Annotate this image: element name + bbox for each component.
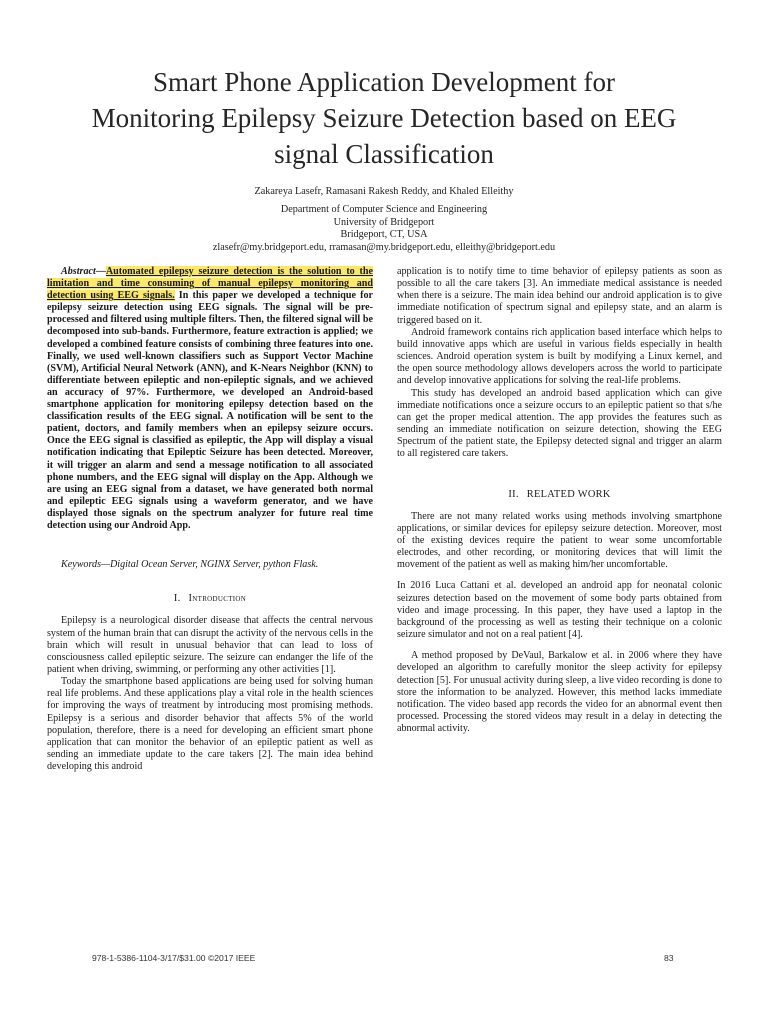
abstract-text: In this paper we developed a technique for epilepsy seizure detection using EEG signals. The signal will be pre-processed and filtered using multiple filters. Then, the filtered signal will be decomposed into sub-bands. Furthermore, feature extraction is applied; we developed a combined feature consists of combining three features into one. Finally, we used well-known classifiers such as Support Vector Machine (SVM), Artificial Neural Network (ANN), and K-Nears Neighbor (KNN) to differentiate between epileptic and non-epileptic signals, and we achieved an accuracy of 97%. Furthermore, we developed an Android-based smartphone application for monitoring epilepsy detection based on the classification results of the EEG signal. A notification will be sent to the patient, doctors, and family members when an epilepsy seizure occurs. Once the EEG signal is classified as epileptic, the App will display a visual notification indicating that Epileptic Seizure has been detected. Moreover, it will trigger an alarm and send a message notification to all associated phone numbers, and the EEG signal will display on the App. Although we are using an EEG signal from a dataset, we have generated both normal and epileptic EEG signals using a waveform generator, and we have displayed those signals on the spectrum analyzer for future real time detection using our Android App. bbox=[47, 290, 373, 531]
left-column bbox=[47, 266, 373, 773]
abstract-highlighted-text: Automated epilepsy seizure detection is the solution to the limitation and time consuming of manual epilepsy monitoring and detection using EEG signals. bbox=[47, 266, 373, 302]
section-number: II. bbox=[508, 488, 519, 500]
author-emails: zlasefr@my.bridgeport.edu, rramasan@my.bridgeport.edu, elleithy@bridgeport.edu bbox=[212, 241, 556, 253]
affiliation-department: Department of Computer Science and Engineering bbox=[280, 204, 488, 216]
related-paragraph-3: A method proposed by DeVaul, Barkalow et al. in 2006 where they have developed an algorithm to carefully monitor the sleep activity for epilepsy detection [5]. For unusual activity during sleep, a live video recording is done to store the information to be analyzed. However, this method lacks immediate notification. The video based app records the video for an abnormal event then processed. Processing the stored videos may result in a delay in detecting the abnormal activity. bbox=[397, 650, 722, 735]
intro-paragraph-4: This study has developed an android based application which can give immediate notifications once a seizure occurs to an epileptic patient so that s/he can get the proper medical attention. The app provides the features such as sending an immediate notification on seizure detection, showing the EEG Spectrum of the patient state, the Epilepsy detected signal and trigger an alarm to all registered care takers. bbox=[397, 387, 722, 460]
keywords: Keywords—Digital Ocean Server, NGINX Server, python Flask. bbox=[61, 559, 319, 571]
intro-paragraph-3: Android framework contains rich application based interface which helps to build innovative apps which are useful in various fields especially in health sciences. Android operation system is built by modifying a Linux kernel, and the open source methodology allows developers across the world to participate and develop innovative applications for solving the real-life problems. bbox=[397, 326, 722, 387]
related-paragraph-1: There are not many related works using methods involving smartphone applications, or similar devices for epilepsy seizure detection. Moreover, most of the existing devices require the patient to wear some uncomfortable electrodes, and other recording, or monitoring devices that will limit the movement of the patient as well as making him/her uncomfortable. bbox=[397, 510, 722, 571]
author-block bbox=[60, 186, 708, 254]
section-title: Introduction bbox=[188, 593, 247, 605]
intro-paragraph-continued: application is to notify time to time behavior of epilepsy patients as soon as possible to all the care takers [3]. An immediate medical assistance is needed when there is a seizure. The main idea behind our android application is to give immediate notification of spectrum signal and epilepsy state, and an alarm is triggered based on it. bbox=[397, 266, 722, 326]
section-title: RELATED WORK bbox=[526, 488, 611, 500]
title-line-1: Smart Phone Application Development for bbox=[153, 67, 615, 97]
footer-copyright: 978-1-5386-1104-3/17/$31.00 ©2017 IEEE bbox=[92, 953, 256, 963]
abstract-dash: — bbox=[95, 266, 106, 277]
section-heading-related-work bbox=[397, 489, 722, 501]
related-paragraph-2: In 2016 Luca Cattani et al. developed an android app for neonatal colonic seizures detection based on the movement of some body parts obtained from video and image processing. In this paper, they have used a laptop in the background of the processing as well as testing their technique on a colonic seizure simulator and not on a real patient [4]. bbox=[397, 580, 722, 641]
abstract-label: Abstract bbox=[61, 266, 96, 277]
section-heading-introduction bbox=[47, 593, 373, 605]
author-names: Zakareya Lasefr, Ramasani Rakesh Reddy, and Khaled Elleithy bbox=[254, 186, 514, 197]
section-number: I. bbox=[173, 593, 181, 605]
right-column bbox=[397, 266, 722, 735]
title-line-2: Monitoring Epilepsy Seizure Detection based on EEG bbox=[91, 103, 677, 133]
abstract bbox=[47, 266, 373, 532]
affiliation-university: University of Bridgeport bbox=[333, 216, 435, 228]
footer-page-number: 83 bbox=[664, 953, 674, 963]
title-line-3: signal Classification bbox=[274, 139, 494, 169]
intro-paragraph-1: Epilepsy is a neurological disorder disease that affects the central nervous system of the human brain that can disrupt the activity of the nervous cells in the brain which will result in unusual behavior that can lead to loss of consciousness called epileptic seizure. The seizure can endanger the life of the patient when driving, swimming, or performing any other activities [1]. bbox=[47, 615, 374, 675]
intro-paragraph-2: Today the smartphone based applications are being used for solving human real life problems. And these applications play a vital role in the health sciences for improving the ways of treatment by introducing most promising methods. Epilepsy is a serious and disorder behavior that affects 5% of the world population, therefore, there is a need for developing an efficient smart phone application that can monitor the behavior of an epileptic patient as well as sending an immediate update to the care takers [2]. The main idea behind developing this android bbox=[47, 676, 373, 773]
paper-title bbox=[40, 64, 728, 172]
affiliation-location: Bridgeport, CT, USA bbox=[340, 229, 428, 241]
